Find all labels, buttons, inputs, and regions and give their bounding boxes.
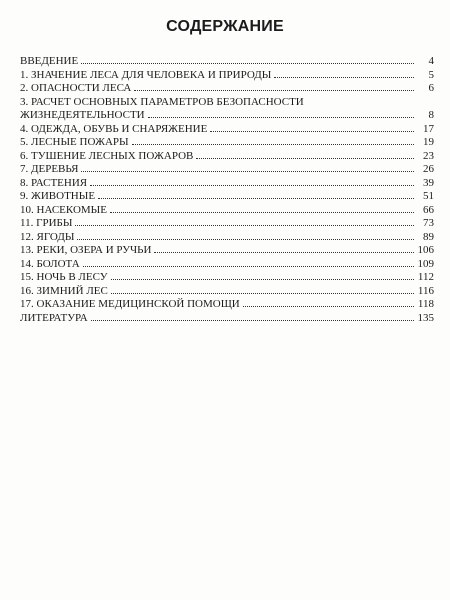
toc-entry-label: 16. ЗИМНИЙ ЛЕС xyxy=(20,284,108,297)
toc-entry-page-number: 17 xyxy=(423,122,434,135)
toc-entry-page-number: 26 xyxy=(423,163,434,175)
toc-entry-page-number: 19 xyxy=(423,136,434,148)
toc-entry-page-number: 109 xyxy=(417,257,434,270)
toc-entry-label: 8. РАСТЕНИЯ xyxy=(20,176,88,189)
toc-entry-label: 2. ОПАСНОСТИ ЛЕСА xyxy=(20,82,132,94)
toc-entry-label: ЛИТЕРАТУРА xyxy=(20,311,88,324)
dot-leader xyxy=(81,63,414,64)
toc-entry-label: 13. РЕКИ, ОЗЕРА И РУЧЬИ xyxy=(20,244,152,256)
toc-entry-page-number: 6 xyxy=(428,82,434,94)
toc-entry-chapter-4[interactable] xyxy=(20,123,434,137)
toc-entry-chapter-15[interactable] xyxy=(20,271,434,285)
toc-entry-chapter-13[interactable] xyxy=(20,244,434,258)
toc-entry-chapter-16[interactable] xyxy=(20,285,434,299)
toc-entry-label-line-2: ЖИЗНЕДЕЯТЕЛЬНОСТИ xyxy=(20,109,145,121)
toc-entry-page-number: 116 xyxy=(417,284,434,297)
toc-entry-page-number: 73 xyxy=(423,217,434,229)
toc-entry-page-number: 66 xyxy=(423,203,434,216)
toc-entry-label: 4. ОДЕЖДА, ОБУВЬ И СНАРЯЖЕНИЕ xyxy=(20,122,208,135)
toc-entry-page-number: 51 xyxy=(423,190,434,202)
toc-entry-chapter-9[interactable] xyxy=(20,190,434,204)
dot-leader xyxy=(132,144,414,145)
toc-entry-label: 7. ДЕРЕВЬЯ xyxy=(20,163,79,175)
toc-entry-chapter-7[interactable] xyxy=(20,163,434,177)
dot-leader xyxy=(98,198,414,199)
toc-entry-chapter-2[interactable] xyxy=(20,82,434,96)
dot-leader xyxy=(75,225,414,226)
toc-entry-label: 14. БОЛОТА xyxy=(20,257,80,270)
toc-entry-chapter-12[interactable] xyxy=(20,231,434,245)
toc-entry-chapter-1[interactable] xyxy=(20,69,434,83)
toc-entry-page-number: 4 xyxy=(428,55,434,67)
toc-entry-page-number: 135 xyxy=(417,311,434,324)
dot-leader xyxy=(196,158,414,159)
dot-leader xyxy=(243,306,414,307)
toc-entry-label: 11. ГРИБЫ xyxy=(20,217,73,229)
dot-leader xyxy=(90,185,414,186)
toc-entry-chapter-17[interactable] xyxy=(20,298,434,312)
dot-leader xyxy=(274,77,414,78)
dot-leader xyxy=(81,171,414,172)
toc-entry-chapter-5[interactable] xyxy=(20,136,434,150)
toc-entry-references[interactable] xyxy=(20,312,434,326)
toc-entry-label: 1. ЗНАЧЕНИЕ ЛЕСА ДЛЯ ЧЕЛОВЕКА И ПРИРОДЫ xyxy=(20,68,272,81)
dot-leader xyxy=(91,320,414,321)
toc-entry-page-number: 8 xyxy=(428,109,434,121)
toc-entry-label: 5. ЛЕСНЫЕ ПОЖАРЫ xyxy=(20,136,129,148)
toc-entry-introduction[interactable] xyxy=(20,55,434,69)
table-of-contents xyxy=(20,55,434,325)
toc-entry-chapter-8[interactable] xyxy=(20,177,434,191)
toc-entry-chapter-6[interactable] xyxy=(20,150,434,164)
dot-leader xyxy=(210,131,414,132)
toc-entry-chapter-14[interactable] xyxy=(20,258,434,272)
toc-entry-page-number: 112 xyxy=(417,271,434,283)
toc-entry-chapter-3[interactable] xyxy=(20,96,434,123)
dot-leader xyxy=(111,293,414,294)
toc-entry-page-number: 89 xyxy=(423,230,434,243)
toc-entry-label: 6. ТУШЕНИЕ ЛЕСНЫХ ПОЖАРОВ xyxy=(20,149,194,162)
toc-entry-label-line-1: 3. РАСЧЕТ ОСНОВНЫХ ПАРАМЕТРОВ БЕЗОПАСНОСТИ xyxy=(20,95,304,108)
dot-leader xyxy=(148,117,414,118)
toc-entry-label: 9. ЖИВОТНЫЕ xyxy=(20,190,96,202)
toc-entry-page-number: 5 xyxy=(428,68,434,81)
dot-leader xyxy=(154,252,414,253)
dot-leader xyxy=(77,239,414,240)
page-title: СОДЕРЖАНИЕ xyxy=(166,18,284,35)
toc-entry-label: ВВЕДЕНИЕ xyxy=(20,55,79,67)
toc-entry-label-line-2-row xyxy=(20,109,434,123)
toc-entry-label: 12. ЯГОДЫ xyxy=(20,230,75,243)
toc-entry-chapter-10[interactable] xyxy=(20,204,434,218)
toc-entry-chapter-11[interactable] xyxy=(20,217,434,231)
toc-entry-label: 10. НАСЕКОМЫЕ xyxy=(20,203,107,216)
toc-entry-page-number: 23 xyxy=(423,149,434,162)
toc-entry-page-number: 106 xyxy=(417,244,434,256)
toc-entry-label: 15. НОЧЬ В ЛЕСУ xyxy=(20,271,108,283)
toc-entry-page-number: 118 xyxy=(417,298,434,310)
dot-leader xyxy=(134,90,414,91)
dot-leader xyxy=(111,279,414,280)
toc-entry-page-number: 39 xyxy=(423,176,434,189)
toc-entry-label: 17. ОКАЗАНИЕ МЕДИЦИНСКОЙ ПОМОЩИ xyxy=(20,298,240,310)
dot-leader xyxy=(110,212,414,213)
dot-leader xyxy=(83,266,414,267)
